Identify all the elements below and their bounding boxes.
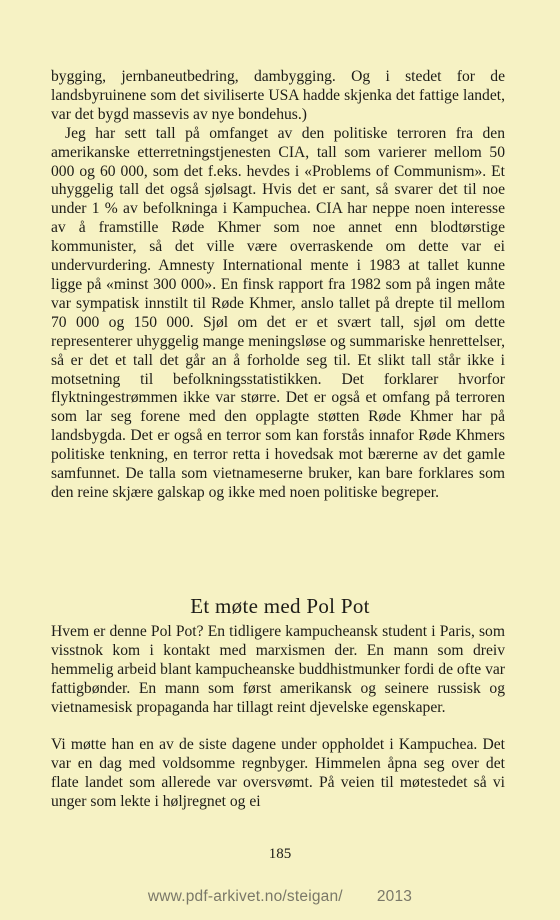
section-heading: Et møte med Pol Pot	[190, 594, 370, 618]
footer-year: 2013	[376, 888, 413, 905]
section-text	[51, 623, 505, 831]
body-text	[51, 68, 505, 503]
page-number: 185	[268, 846, 292, 862]
paragraph: bygging, jernbaneutbedring, dambygging. Og i stedet for de landsbyruinene som det siviliserte USA hadde skjenka det fattige landet, var det bygd massevis av nye bondehus.)	[51, 68, 505, 123]
footer-url: www.pdf-arkivet.no/steigan/	[147, 888, 343, 905]
paragraph: Hvem er denne Pol Pot? En tidligere kampucheansk student i Paris, som visstnok kom i kontakt med marxismen der. En mann som dreiv hemmelig arbeid blant kampucheanske buddhistmunker fordi de ofte var fattigbønder. En mann som først amerikansk og seinere russisk og vietnamesisk propaganda har tillagt reint djevelske egenskaper.	[51, 623, 505, 716]
paragraph: Jeg har sett tall på omfanget av den politiske terroren fra den amerikanske etterretningstjenesten CIA, tall som varierer mellom 50 000 og 60 000, som det f.eks. hevdes i «Problems of Communism». Et uhyggelig tall det også sjølsagt. Hvis det er sant, så svarer det til noe under 1 % av befolkninga i Kampuchea. CIA har neppe noen interesse av å framstille Røde Khmer som noe annet enn blodtørstige kommunister, så det ville være overraskende om dette var ei undervurdering. Amnesty International mente i 1983 at tallet kunne ligge på «minst 300 000». En finsk rapport fra 1982 som på ingen måte var sympatisk innstilt til Røde Khmer, anslo tallet på drepte til mellom 70 000 og 150 000. Sjøl om det er et svært tall, sjøl om dette representerer uhyggelig mange meningsløse og summariske henrettelser, så er det et tall det går an å forholde seg til. Et slikt tall står ikke i motsetning til befolkningsstatistikken. Det forklarer hvorfor flyktningestrømmen ikke var større. Det er også et omfang på terroren som lar seg forene med den opplagte støtten Røde Khmer har på landsbygda. Det er også en terror som kan forstås innafor Røde Khmers politiske tenkning, en terror retta i hovedsak mot bærerne av det gamle samfunnet. De talla som vietnameserne bruker, kan bare forklares som den reine skjære galskap og ikke med noen politiske begreper.	[51, 124, 505, 501]
footer	[0, 888, 560, 906]
paragraph: Vi møtte han en av de siste dagene under oppholdet i Kampuchea. Det var en dag med voldsomme regnbyger. Himmelen åpna seg over det flate landet som allerede var oversvømt. På veien til møtestedet så vi unger som lekte i høljregnet og ei	[51, 736, 505, 811]
